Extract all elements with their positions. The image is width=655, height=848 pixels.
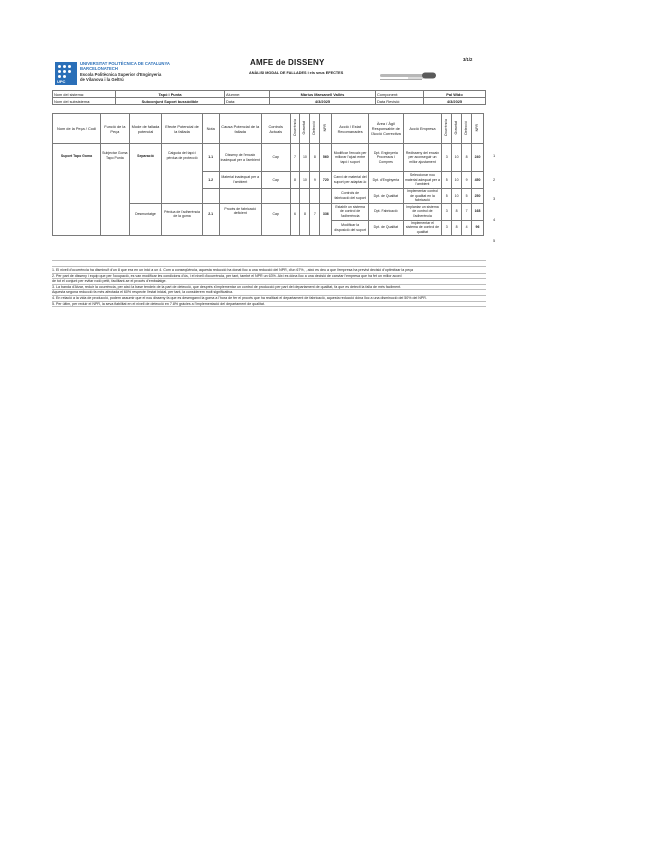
cell-npr-2: 96	[472, 220, 484, 235]
cell-company-action: Implementar el sistema de control de qualitat	[403, 220, 442, 235]
cell-occurrence: 6	[290, 203, 300, 235]
header-controls: Controls Actuals	[261, 114, 290, 144]
cell-controls	[261, 189, 290, 204]
cell-responsible-area: Dpt. Enginyeria Processos i Compres	[368, 144, 403, 172]
cell-company-action: Seleccionar nou material adequat per a l'ambient	[403, 172, 442, 189]
cell-part: Suport Tapo Goma	[53, 144, 101, 236]
header-cause: Causa Potencial de la fallada	[219, 114, 261, 144]
cell-effect: Caiguda del tapó i pèrdua de protecció	[162, 144, 202, 204]
cell-recommended-action: Canvi de material del suport per adaptar-lo	[332, 172, 369, 189]
row-marker: 1	[493, 153, 496, 158]
info-label-revision: Data Revisió:	[376, 98, 424, 105]
cell-controls: Cap	[261, 203, 290, 235]
cell-severity-2: 8	[452, 203, 462, 220]
header-npr: NPR	[320, 114, 332, 144]
notes-block	[52, 268, 486, 307]
page-code: 3/1/2	[463, 57, 473, 62]
cell-occurrence-2: 5	[442, 172, 452, 189]
row-marker: 3	[493, 196, 496, 201]
header-company-action: Acció Empresa	[403, 114, 442, 144]
note-line: de tot el conjunt per evitar rodó petit, facilitant-se el procés d'embalatge.	[52, 279, 486, 285]
header-detection: Detecció	[310, 114, 320, 144]
row-marker: 4	[493, 217, 496, 222]
cell-responsible-area: Dpt. de Qualitat	[368, 189, 403, 204]
row-marker: 2	[493, 177, 496, 182]
cell-detection-2: 9	[462, 172, 472, 189]
cell-effect: Pèrdua de l'adherència de la goma	[162, 203, 202, 235]
document-subtitle: ANÀLISI MODAL DE FALLADES i els seus EFECTES	[249, 71, 344, 75]
cell-function: Subjectar Goma Tapo Punta	[100, 144, 129, 236]
cell-recommended-action: Modificar l'encaix per millorar l'ajust entre tapó i suport	[332, 144, 369, 172]
cell-company-action: Implantar un sistema de control de l'adherència	[403, 203, 442, 220]
info-student: Màrius Marsanell Vallès	[270, 91, 376, 98]
cell-cause: Material inadequat per a l'ambient	[219, 172, 261, 189]
cell-cause: Procés de fabricació deficient	[219, 203, 261, 235]
info-subsystem: Subconjunt Suport bussòdible	[116, 98, 225, 105]
info-system: Tapó i Punta	[116, 91, 225, 98]
info-label-component: Component:	[376, 91, 424, 98]
cell-note: 1.2	[202, 172, 219, 189]
note-line: 5. Per últim, per reduir el NPR, la seva fiabilitat en el nivell de detecció en 7.8% gràcies a l'implementació del departament de qualitat.	[52, 302, 486, 308]
cell-occurrence: 7	[290, 144, 300, 172]
cell-cause: Disseny de l'encaix inadequat per a l'ambient	[219, 144, 261, 172]
cell-company-action: Implementar control de qualitat en la fabricació	[403, 189, 442, 204]
cell-severity-2: 10	[452, 189, 462, 204]
upc-logo-mark	[55, 62, 77, 85]
cell-occurrence-2: 3	[442, 144, 452, 172]
header-severity: Gravetat	[300, 114, 310, 144]
cell-failure-mode: Separació	[129, 144, 162, 204]
cell-recommended-action: Establir un sistema de control de l'adherència	[332, 203, 369, 220]
cell-detection: 8	[310, 144, 320, 172]
note-line: 4. En relació a la vida de producció, podem assumir que el nou disseny fa que es desenganxi la goma a l'hora de fer el procés que ha realitzat el departament de fabricació, aquesta reducció dóna lloc a una disminució del 50% del NPR.	[52, 296, 486, 302]
cell-npr: 560	[320, 144, 332, 172]
cell-occurrence	[290, 189, 300, 204]
cell-recommended-action: Modificar la disposició del suport	[332, 220, 369, 235]
cell-npr-2: 168	[472, 203, 484, 220]
cell-severity-2: 8	[452, 220, 462, 235]
product-image	[378, 70, 440, 82]
cell-detection-2: 7	[462, 203, 472, 220]
upc-logo-text: UPC	[57, 79, 66, 84]
cell-detection: 9	[310, 172, 320, 189]
info-date: 4/3/2025	[270, 98, 376, 105]
cell-npr-2: 240	[472, 144, 484, 172]
cell-responsible-area: Dpt. Fabricació	[368, 203, 403, 220]
cell-severity: 10	[300, 172, 310, 189]
cell-npr-2: 450	[472, 172, 484, 189]
table-row	[53, 144, 484, 172]
cell-occurrence-2: 5	[442, 189, 452, 204]
cell-responsible-area: Dpt. d'Enginyeria	[368, 172, 403, 189]
info-label-student: Alumne:	[225, 91, 270, 98]
header-failure-mode: Mode de fallada potencial	[129, 114, 162, 144]
cell-npr	[320, 189, 332, 204]
cell-responsible-area: Dpt. de Qualitat	[368, 220, 403, 235]
cell-severity: 10	[300, 144, 310, 172]
info-label-system: Nom del sistema:	[53, 91, 116, 98]
note-line: 1. El nivell d'ocurrència ha disminuït d'un 8 que era en un inici a un 4. Com a conseqüència, aquesta reducció ha donat lloc a una reducció del NPR, d'un 67%, , això es deu a que l'empresa ha previst decisió d'optimitzar la peça	[52, 268, 486, 274]
university-name: UNIVERSITAT POLITÈCNICA DE CATALUNYA BARCELONATECH	[80, 61, 170, 71]
header-occurrence: Ocurrència	[290, 114, 300, 144]
header-note: Nota	[202, 114, 219, 144]
cell-controls: Cap	[261, 144, 290, 172]
amfe-table	[52, 113, 484, 236]
info-component: Pal Wido	[424, 91, 486, 98]
header-function: Funció de la Peça	[100, 114, 129, 144]
header-recommended-action: Acció / Estat Recomanades	[332, 114, 369, 144]
cell-detection	[310, 189, 320, 204]
document-title: AMFE de DISSENY	[250, 58, 325, 67]
cell-recommended-action: Controls de fabricació del suport	[332, 189, 369, 204]
header-occurrence-2: Ocurrència	[442, 114, 452, 144]
cell-note: 2.1	[202, 203, 219, 235]
cell-severity-2: 10	[452, 144, 462, 172]
info-revision-date: 4/3/2025	[424, 98, 486, 105]
header-severity-2: Gravetat	[452, 114, 462, 144]
info-label-subsystem: Nom del subsistema:	[53, 98, 116, 105]
note-line: 2. Per part de disseny i equip que per l'ocupació, es van modificar les condicions d'ús, i el nivell d'ocurrència, per tant, també el NPR un 63%. Així es dóna lloc a una decisió de canviar l'empresa que ha fet un millor acord	[52, 274, 486, 280]
row-marker: 5	[493, 238, 496, 243]
cell-npr: 720	[320, 172, 332, 189]
cell-note	[202, 189, 219, 204]
cell-company-action: Redisseny del encaix per aconseguir un millor ajustament	[403, 144, 442, 172]
school-name: Escola Politècnica Superior d'Enginyeria de Vilanova i la Geltrú	[80, 72, 162, 82]
info-label-date: Data:	[225, 98, 270, 105]
cell-npr-2: 250	[472, 189, 484, 204]
spacer-row	[52, 261, 486, 267]
header-responsible-area: Àrea / Àgil Responsable de l'Acció Correctiva	[368, 114, 403, 144]
header-effect: Efecte Potencial de la fallada	[162, 114, 202, 144]
cell-occurrence-2: 3	[442, 220, 452, 235]
cell-occurrence: 8	[290, 172, 300, 189]
cell-detection-2: 5	[462, 189, 472, 204]
cell-severity	[300, 189, 310, 204]
cell-severity-2: 10	[452, 172, 462, 189]
cell-cause	[219, 189, 261, 204]
header-part: Nom de la Peça / Codi	[53, 114, 101, 144]
cell-detection-2: 4	[462, 220, 472, 235]
cell-note: 1.1	[202, 144, 219, 172]
cell-severity: 8	[300, 203, 310, 235]
info-table	[52, 90, 486, 105]
cell-npr: 336	[320, 203, 332, 235]
cell-detection-2: 8	[462, 144, 472, 172]
note-line: Aquesta segona reducció fa més afectada el 60% respecte l'estat inicial, per tant, la considerem molt significativa.	[52, 290, 486, 296]
cell-failure-mode: Desmuntatge	[129, 203, 162, 235]
cell-controls: Cap	[261, 172, 290, 189]
header-npr-2: NPR	[472, 114, 484, 144]
cell-detection: 7	[310, 203, 320, 235]
upc-logo	[55, 61, 205, 87]
header-detection-2: Detecció	[462, 114, 472, 144]
note-line: 3. La banda d'Atzar, reduir la ocurrència, per això la base tendeix de la part de detecció, que després s'implementar un control de producció per part del departament de qualitat, fa que es detecti la falla de més facilment.	[52, 285, 486, 291]
cell-occurrence-2: 3	[442, 203, 452, 220]
